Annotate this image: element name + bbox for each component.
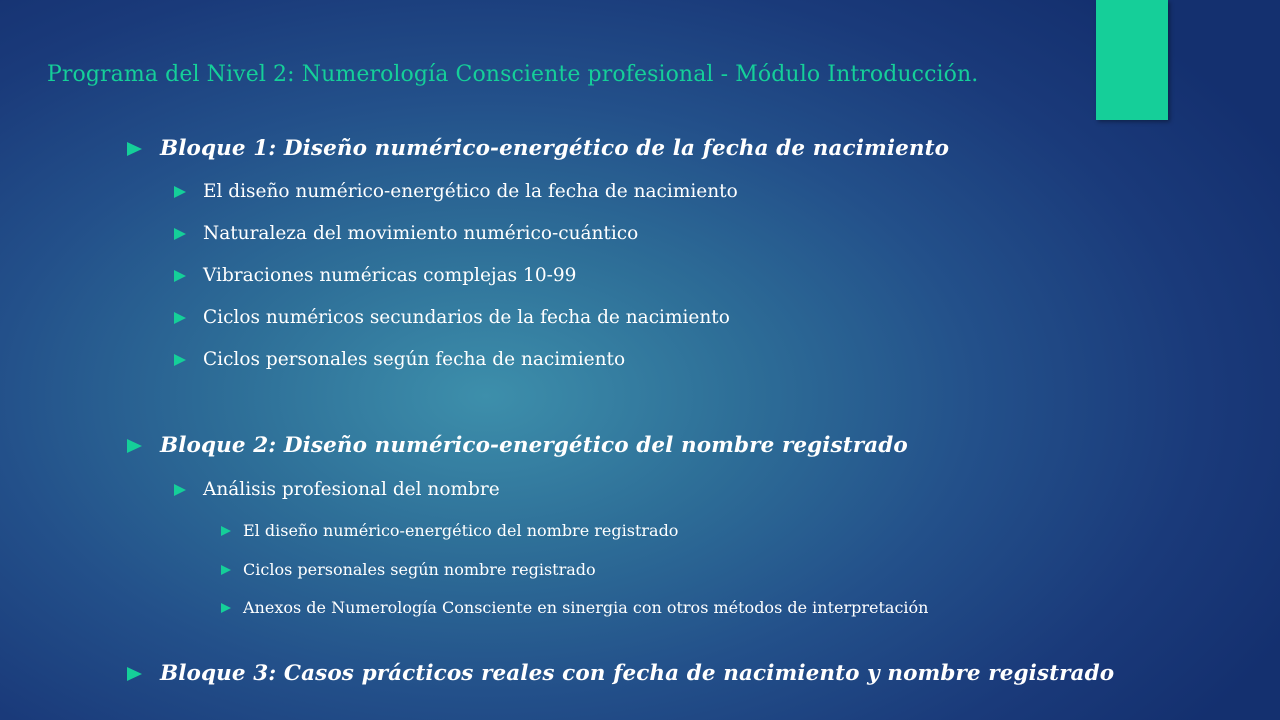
triangle-right-icon: [127, 439, 142, 453]
list-item: [174, 265, 576, 286]
bloque-2-heading-text: Bloque 2: Diseño numérico-energético del nombre registrado: [160, 433, 908, 458]
bloque-1-heading-text: Bloque 1: Diseño numérico-energético de la fecha de nacimiento: [160, 136, 950, 161]
triangle-right-icon: [127, 667, 142, 681]
triangle-right-icon: [174, 354, 186, 366]
list-item-text: Análisis profesional del nombre: [203, 479, 500, 500]
list-item: [174, 307, 730, 328]
list-item-text: Ciclos numéricos secundarios de la fecha de nacimiento: [203, 307, 730, 328]
slide-title: Programa del Nivel 2: Numerología Consciente profesional - Módulo Introducción.: [47, 62, 979, 87]
triangle-right-icon: [221, 565, 231, 575]
list-item: [221, 598, 928, 617]
list-item: [174, 349, 625, 370]
list-item-text: El diseño numérico-energético del nombre registrado: [243, 521, 679, 540]
triangle-right-icon: [127, 142, 142, 156]
list-item-text: Ciclos personales según nombre registrado: [243, 560, 596, 579]
bloque-1-heading: [127, 136, 949, 161]
triangle-right-icon: [174, 484, 186, 496]
triangle-right-icon: [221, 603, 231, 613]
list-item-text: Ciclos personales según fecha de nacimiento: [203, 349, 626, 370]
triangle-right-icon: [174, 186, 186, 198]
bloque-3-heading: [127, 661, 1114, 686]
bloque-2-subheading: [174, 479, 500, 500]
triangle-right-icon: [174, 270, 186, 282]
bloque-3-heading-text: Bloque 3: Casos prácticos reales con fecha de nacimiento y nombre registrado: [160, 661, 1115, 686]
triangle-right-icon: [174, 228, 186, 240]
list-item: [221, 521, 678, 540]
accent-bar: [1096, 0, 1168, 120]
bloque-2-heading: [127, 433, 908, 458]
triangle-right-icon: [221, 526, 231, 536]
list-item-text: Anexos de Numerología Consciente en sinergia con otros métodos de interpretación: [243, 598, 929, 617]
list-item-text: Naturaleza del movimiento numérico-cuántico: [203, 223, 639, 244]
list-item-text: Vibraciones numéricas complejas 10-99: [203, 265, 577, 286]
list-item-text: El diseño numérico-energético de la fecha de nacimiento: [203, 181, 738, 202]
list-item: [174, 223, 638, 244]
list-item: [221, 560, 596, 579]
list-item: [174, 181, 738, 202]
triangle-right-icon: [174, 312, 186, 324]
